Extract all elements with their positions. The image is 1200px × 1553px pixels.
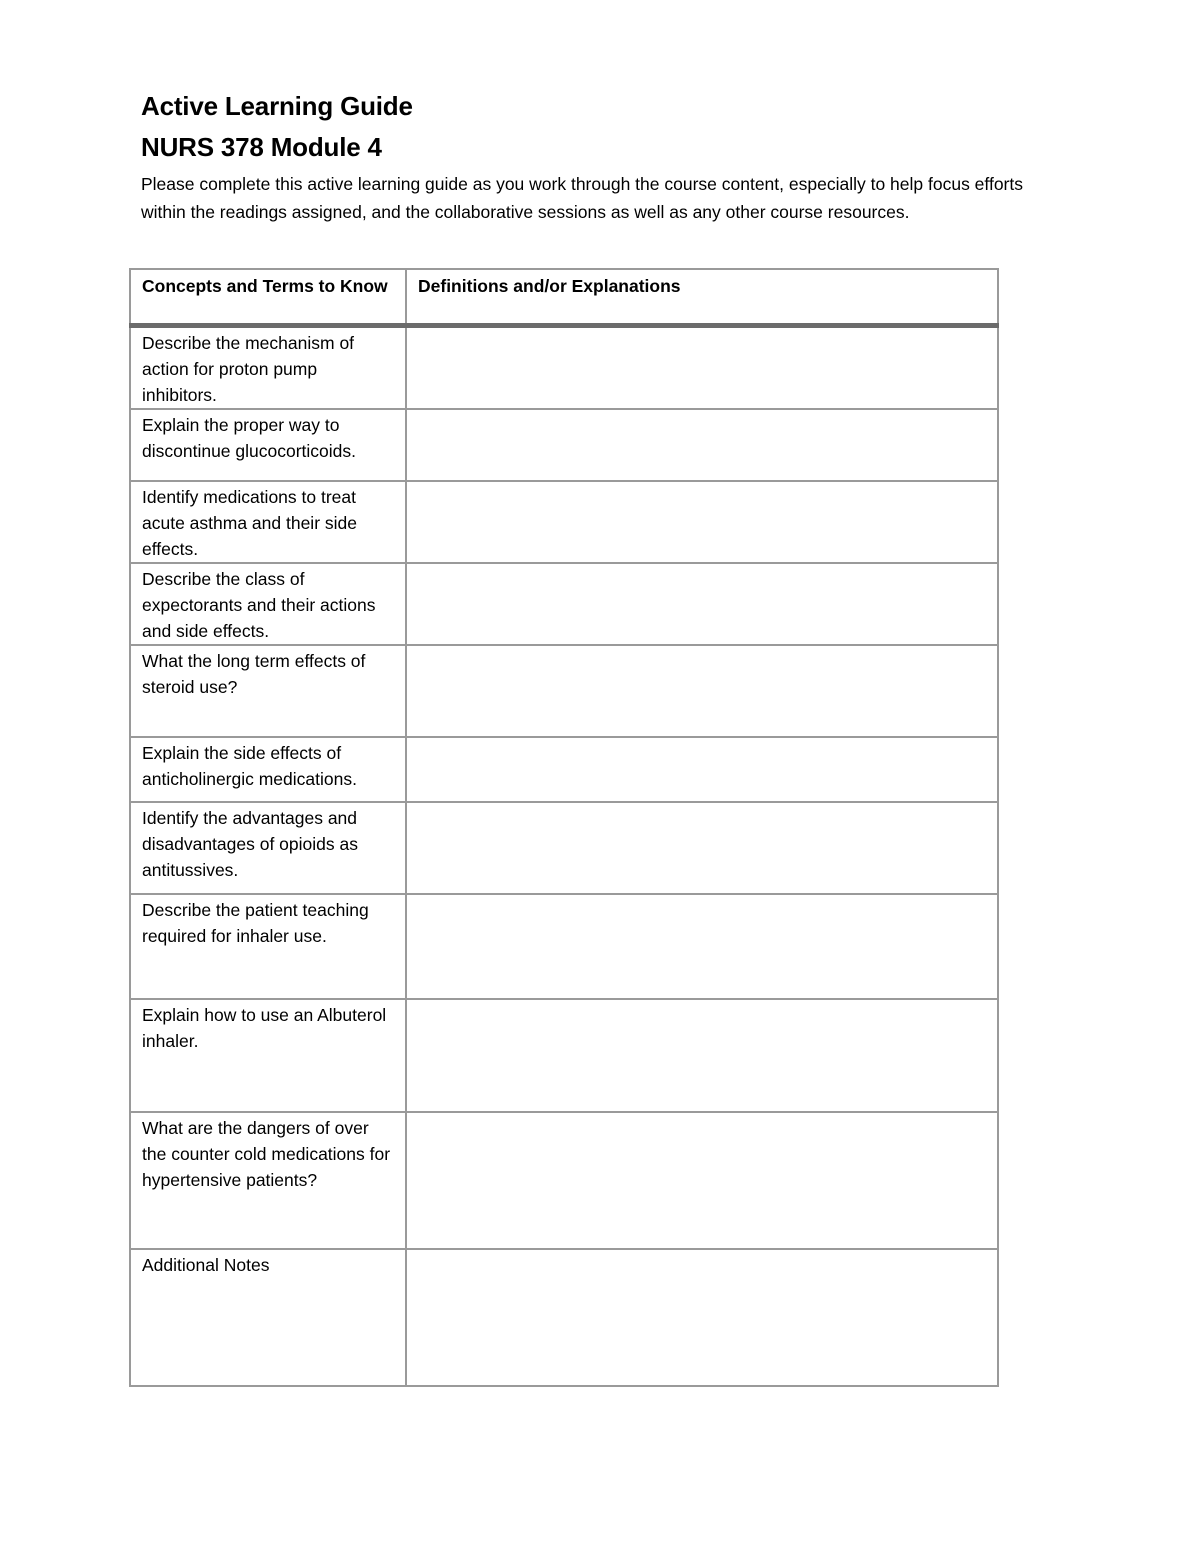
header-concepts: Concepts and Terms to Know [130,269,406,325]
course-module-title: NURS 378 Module 4 [141,132,382,162]
table-row [130,481,998,563]
definition-cell[interactable] [406,481,998,563]
concept-cell: Describe the patient teaching required for inhaler use. [130,894,406,999]
definition-cell[interactable] [406,802,998,894]
table-header-row [130,269,998,325]
table-row [130,1112,998,1249]
concept-cell: What the long term effects of steroid use? [130,645,406,737]
definition-cell[interactable] [406,645,998,737]
concept-cell: Describe the class of expectorants and their actions and side effects. [130,563,406,645]
definition-cell[interactable] [406,999,998,1112]
concept-cell: Describe the mechanism of action for proton pump inhibitors. [130,325,406,409]
learning-guide-table [129,268,999,1387]
definition-cell[interactable] [406,894,998,999]
concept-cell: Identify medications to treat acute asthma and their side effects. [130,481,406,563]
definition-cell[interactable] [406,325,998,409]
table-row [130,737,998,802]
concept-cell: Identify the advantages and disadvantages of opioids as antitussives. [130,802,406,894]
document-title: Active Learning Guide [141,91,413,121]
concept-cell: Explain the side effects of anticholinergic medications. [130,737,406,802]
concept-cell: Explain how to use an Albuterol inhaler. [130,999,406,1112]
header-definitions: Definitions and/or Explanations [406,269,998,325]
table-row [130,1249,998,1386]
table-row [130,894,998,999]
concept-cell: What are the dangers of over the counter cold medications for hypertensive patients? [130,1112,406,1249]
table-row [130,409,998,481]
table-row [130,999,998,1112]
table-row [130,802,998,894]
table-row [130,563,998,645]
instructions-paragraph: Please complete this active learning guide as you work through the course content, especially to help focus efforts within the readings assigned, and the collaborative sessions as well as any other course resources. [141,174,1023,222]
definition-cell[interactable] [406,737,998,802]
definition-cell[interactable] [406,563,998,645]
additional-notes-cell[interactable] [406,1249,998,1386]
concept-cell: Explain the proper way to discontinue glucocorticoids. [130,409,406,481]
additional-notes-label: Additional Notes [130,1249,406,1386]
definition-cell[interactable] [406,1112,998,1249]
table-row [130,645,998,737]
table-row [130,325,998,409]
definition-cell[interactable] [406,409,998,481]
